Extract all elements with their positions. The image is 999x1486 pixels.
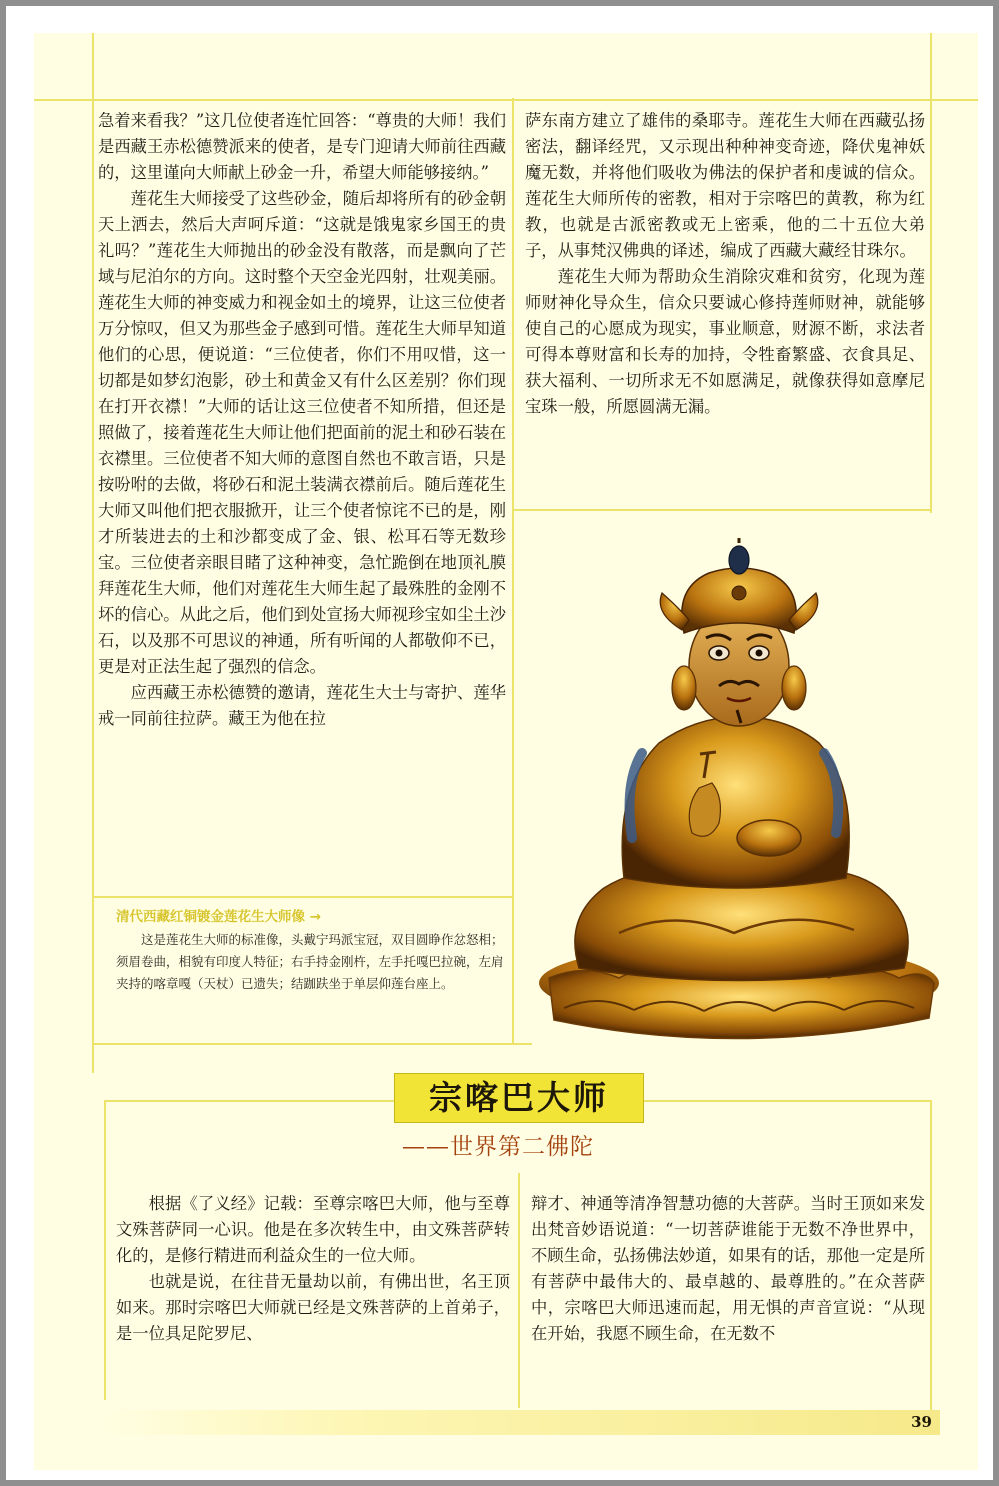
- caption-body: 这是莲花生大师的标准像，头戴宁玛派宝冠，双目圆睁作忿怒相；须眉卷曲，相貌有印度人特征；右手持金刚杵，左手托嘎巴拉碗，左肩夹持的喀章嘎（天杖）已遗失；结跏趺坐于单层仰莲台座上。: [116, 932, 504, 991]
- right-margin-line: [930, 33, 932, 513]
- right-paragraph-1: 萨东南方建立了雄伟的桑耶寺。莲花生大师在西藏弘扬密法，翻译经咒，又示现出种种神变奇迹，降伏鬼神妖魔无数，并将他们吸收为佛法的保护者和虔诚的信众。莲花生大师所传的密教，相对于宗喀巴的黄教，称为红教，也就是古派密教或无上密乘，他的二十五位大弟子，从事梵汉佛典的译述，编成了西藏大藏经甘珠尔。: [525, 111, 925, 260]
- page-frame: [6, 6, 993, 1480]
- left-paragraph-2: 莲花生大师接受了这些砂金，随后却将所有的砂金朝天上洒去，然后大声呵斥道：“这就是饿鬼家乡国王的贵礼吗？”莲花生大师抛出的砂金没有散落，而是飘向了芒域与尼泊尔的方向。这时整个天空金光四射，壮观美丽。莲花生大师的神变威力和视金如土的境界，让这三位使者万分惊叹，但又为那些金子感到可惜。莲花生大师早知道他们的心思，便说道：“三位使者，你们不用叹惜，这一切都是如梦幻泡影，砂土和黄金又有什么区差别？你们现在打开衣襟！”大师的话让这三位使者不知所措，但还是照做了，接着莲花生大师让他们把面前的泥土和砂石装在衣襟里。三位使者不知大师的意图自然也不敢言语，只是按吩咐的去做，将砂石和泥土装满衣襟前后。随后莲花生大师又叫他们把衣服掀开，让三个使者惊诧不已的是，刚才所装进去的土和沙都变成了金、银、松耳石等无数珍宝。三位使者亲眼目睹了这种神变，急忙跪倒在地顶礼膜拜莲花生大师，他们对莲花生大师生起了最殊胜的金刚不坏的信心。从此之后，他们到处宣扬大师视珍宝如尘土沙石，以及那不可思议的神通，所有听闻的人都敬仰不已，更是对正法生起了强烈的信念。: [98, 189, 506, 676]
- caption-title: 清代西藏红铜镀金莲花生大师像 →: [116, 909, 322, 925]
- page-number-band: [102, 1410, 940, 1435]
- book-page: [34, 33, 978, 1470]
- section-title: 宗喀巴大师: [394, 1073, 644, 1123]
- bottom-right-text: [531, 1191, 925, 1347]
- bottom-left-text: [116, 1191, 510, 1347]
- section-subtitle: ——世界第二佛陀: [402, 1134, 594, 1160]
- seated-body: [575, 716, 908, 981]
- bottom-left-paragraph-1: 根据《了义经》记载：至尊宗喀巴大师，他与至尊文殊菩萨同一心识。他是在多次转生中，由文殊菩萨转化的，是修行精进而利益众生的一位大师。: [116, 1194, 510, 1265]
- caption-top-rule: [92, 896, 514, 898]
- bottom-right-margin-line: [930, 1100, 932, 1410]
- right-column-text: [525, 108, 925, 420]
- bottom-right-paragraph-1: 辩才、神通等清净智慧功德的大菩萨。当时王顶如来发出梵音妙语说道：“一切菩萨谁能于无数不净世界中，不顾生命，弘扬佛法妙道，如果有的话，那他一定是所有菩萨中最伟大的、最卓越的、最尊胜的。”在众菩萨中，宗喀巴大师迅速而起，用无惧的声音宣说：“从现在开始，我愿不顾生命，在无数不: [531, 1194, 925, 1343]
- bottom-left-margin-line: [104, 1100, 106, 1400]
- padmasambhava-statue-image: [524, 538, 944, 1058]
- left-paragraph-3: 应西藏王赤松德赞的邀请，莲花生大士与寄护、莲华戒一同前往拉萨。藏王为他在拉: [98, 683, 506, 728]
- right-text-bottom-rule: [512, 509, 932, 511]
- left-column-text: [98, 108, 506, 732]
- text-top-rule: [34, 99, 978, 101]
- bottom-left-paragraph-2: 也就是说，在往昔无量劫以前，有佛出世，名王顶如来。那时宗喀巴大师就已经是文殊菩萨的上首弟子，是一位具足陀罗尼、: [116, 1272, 510, 1343]
- lotus-crown: [660, 538, 818, 633]
- bottom-center-divider: [518, 1173, 520, 1408]
- left-margin-line: [92, 33, 94, 1073]
- left-paragraph-1: 急着来看我？”这几位使者连忙回答：“尊贵的大师！我们是西藏王赤松德赞派来的使者，是专门迎请大师前往西藏的，这里谨向大师献上砂金一升，希望大师能够接纳。”: [98, 111, 506, 182]
- page-number: 39: [911, 1413, 932, 1431]
- right-paragraph-2: 莲花生大师为帮助众生消除灾难和贫穷，化现为莲师财神化导众生，信众只要诚心修持莲师财神，就能够使自己的心愿成为现实，事业顺意，财源不断，求法者可得本尊财富和长寿的加持，令牲畜繁盛、衣食具足、获大福利、一切所求无不如愿满足，就像获得如意摩尼宝珠一般，所愿圆满无漏。: [525, 267, 925, 416]
- center-divider-top: [512, 98, 514, 1043]
- section-divider-rule: [92, 1043, 532, 1045]
